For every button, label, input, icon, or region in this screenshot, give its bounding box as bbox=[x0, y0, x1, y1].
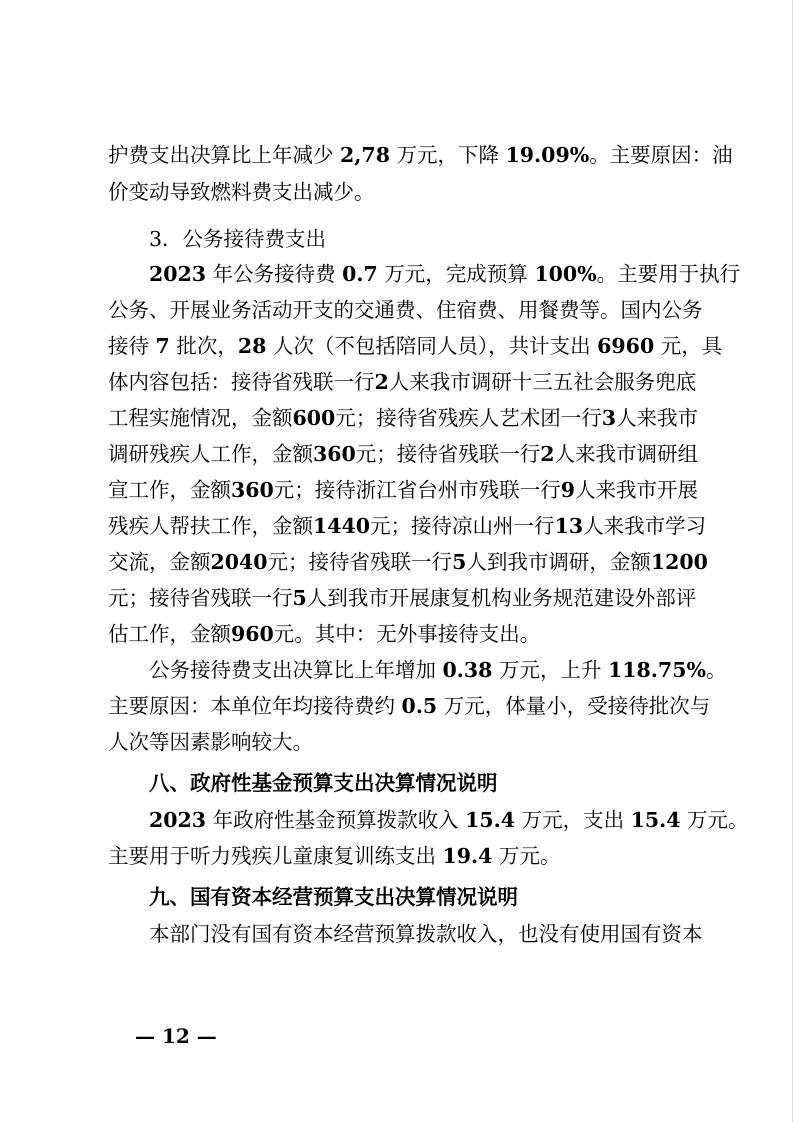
section-subheading: 3．公务接待费支出 bbox=[149, 227, 327, 251]
body-line: 价变动导致燃料费支出减少。 bbox=[108, 180, 375, 204]
body-line: 公务、开展业务活动开支的交通费、住宿费、用餐费等。国内公务 bbox=[108, 298, 703, 322]
body-line: 元；接待省残联一行5人到我市开展康复机构业务规范建设外部评 bbox=[108, 586, 697, 610]
body-line: 2023 年公务接待费 0.7 万元，完成预算 100%。主要用于执行 bbox=[149, 262, 741, 286]
body-line: 交流，金额2040元；接待省残联一行5人到我市调研，金额1200 bbox=[108, 550, 708, 574]
body-line: 调研残疾人工作，金额360元；接待省残联一行2人来我市调研组 bbox=[108, 442, 699, 466]
body-line: 体内容包括：接待省残联一行2人来我市调研十三五社会服务兜底 bbox=[108, 370, 697, 394]
body-line: 主要用于听力残疾儿童康复训练支出 19.4 万元。 bbox=[108, 844, 561, 868]
body-line: 2023 年政府性基金预算拨款收入 15.4 万元，支出 15.4 万元。 bbox=[149, 808, 749, 832]
section-heading: 九、国有资本经营预算支出决算情况说明 bbox=[149, 885, 518, 909]
section-heading: 八、政府性基金预算支出决算情况说明 bbox=[149, 771, 498, 795]
body-line: 残疾人帮扶工作，金额1440元；接待凉山州一行13人来我市学习 bbox=[108, 514, 707, 538]
body-line: 工程实施情况，金额600元；接待省残疾人艺术团一行3人来我市 bbox=[108, 406, 699, 430]
body-line: 人次等因素影响较大。 bbox=[108, 730, 313, 754]
body-line: 本部门没有国有资本经营预算拨款收入，也没有使用国有资本 bbox=[149, 922, 703, 946]
body-line: 主要原因：本单位年均接待费约 0.5 万元，体量小，受接待批次与 bbox=[108, 694, 711, 718]
body-line: 公务接待费支出决算比上年增加 0.38 万元，上升 118.75%。 bbox=[149, 658, 727, 682]
body-line: 接待 7 批次，28 人次（不包括陪同人员），共计支出 6960 元，具 bbox=[108, 334, 723, 358]
body-line: 宣工作，金额360元；接待浙江省台州市残联一行9人来我市开展 bbox=[108, 478, 699, 502]
body-line: 估工作，金额960元。其中：无外事接待支出。 bbox=[108, 622, 541, 646]
body-line: 护费支出决算比上年减少 2,78 万元，下降 19.09%。主要原因：油 bbox=[108, 143, 733, 167]
page-number: — 12 — bbox=[135, 1024, 217, 1048]
